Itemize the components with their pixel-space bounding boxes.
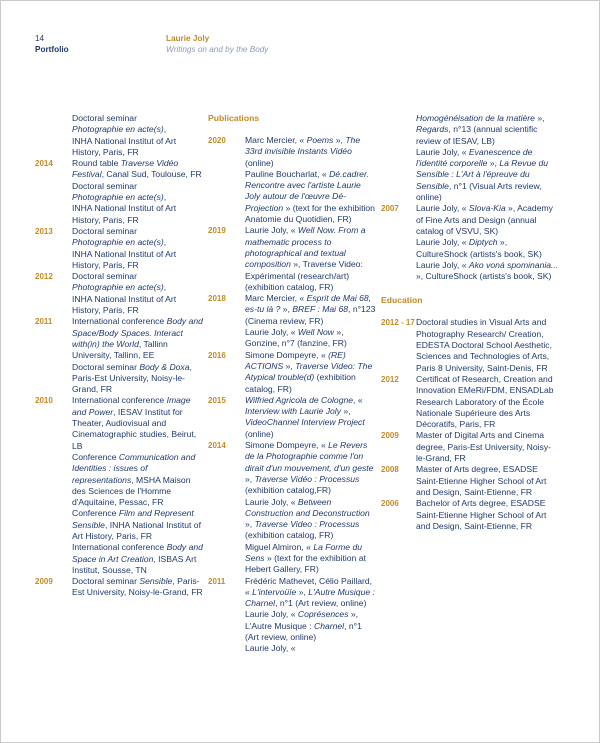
text-run: (exhibition catalog, FR) [245,372,356,394]
text-run: Conference [72,451,119,462]
text-run: , Canal Sud, Toulouse, FR [101,169,202,180]
italic-title: Poems [306,135,334,145]
entry [208,225,376,293]
text-run: (online) [245,157,274,168]
entry-year: 2014 [35,159,53,169]
italic-title: Coprésences [297,609,349,620]
entry [208,293,376,349]
italic-title: Esprit de Mai 68, es-tu là ? [245,293,372,315]
entry-text [245,643,376,654]
italic-title: Photographie en acte(s) [72,192,164,203]
text-run: Laurie Joly, « [245,643,296,654]
entry-text [245,135,376,169]
text-run: Laurie Joly, « [245,609,298,620]
entry [381,374,559,430]
text-run: International conference [72,316,167,327]
text-run: Doctoral seminar [72,576,140,587]
entry-text [245,327,376,350]
entry-text [416,317,559,373]
entry-text [72,203,205,226]
entry-text [72,576,205,599]
italic-title: Traverse Vidéo Festival [72,158,179,180]
text-run: Laurie Joly, « [245,496,298,507]
text-run: », Gonzine, n°7 (fanzine, FR) [245,327,347,349]
entry-text [416,374,559,430]
text-run: INHA National Institut of Art History, Paris, FR [72,248,177,270]
text-run: INHA National Institut of Art History, Paris, FR [72,203,177,225]
text-run: , MSHA Maison des Sciences de l'Homme d'Aquitaine, Pessac, FR [72,474,191,508]
italic-title: Traverse Video: The Atypical trouble(d) [245,360,373,383]
publication-list-continued [381,113,559,282]
text-run: », CultureShock (artists's book, SK) [416,271,552,282]
text-run: , n°1 (Art review, online) [275,598,367,609]
text-run: », Traverse Video: Expérimental (research/art) (exhibition catalog, FR) [245,259,363,292]
page-number: 14 [35,34,45,43]
entry-text [72,192,205,203]
text-run: , Tallinn University, Tallinn, EE [72,338,168,361]
italic-title: L'intervoüïe [252,586,297,597]
entry-text [245,609,376,643]
italic-title: Body and Space in Art Creation [72,542,203,564]
education-heading: Education [381,295,423,306]
entry-text [245,169,376,225]
text-run: », [487,158,500,169]
italic-title: Traverse Vidéo : Processus [254,473,360,484]
page-header-right [166,33,268,55]
publication-list [208,135,376,655]
entry-text [72,226,205,237]
text-run: », [245,519,255,530]
text-run: , n°123 (Cinema review, FR) [245,304,376,326]
italic-title: Between Construction and Deconstruction [245,496,370,518]
text-run: Doctoral seminar [72,225,137,236]
publications-column [208,113,376,655]
entry-text [245,350,376,395]
entry-text [245,576,376,610]
italic-title: Photographie en acte(s) [72,124,164,135]
entry-text [416,237,559,260]
italic-title: Diptych [468,237,498,248]
entry [208,350,376,395]
text-run: », [280,304,293,315]
entry [208,395,376,440]
text-run: » (text for the exhibition at Hebert Gallery, FR) [245,552,366,575]
text-run: », [245,473,255,484]
text-run: , n°1 (Art review, online) [245,620,362,643]
entry [381,430,559,464]
entry [35,113,205,158]
text-run: Frédéric Mathevet, Célio Paillard, « [245,575,373,597]
text-run: , [163,282,167,293]
entry-text [72,282,205,293]
entry [381,203,559,282]
entry-year: 2011 [208,576,226,586]
entry-text [245,395,376,440]
conferences-column [35,113,205,599]
italic-title: Body and Space/Body Spaces. Interact with(in) the World [72,316,203,349]
entry-year: 2012 [381,374,399,384]
italic-title: VideoChannel Interview Project [245,417,365,428]
text-run: International conference [72,395,167,406]
entry-text [72,237,205,248]
italic-title: BREF : Mai 68 [292,304,349,315]
text-run: , Paris-Est University, Noisy-le-Grand, FR [72,361,192,395]
text-run: », [333,135,346,145]
entry-year: 2012 - 17 [381,318,415,328]
text-run: », [283,360,296,371]
entry-year: 2019 [208,226,226,236]
entry-text [72,294,205,317]
text-run: , n°1 (Visual Arts review, online) [416,180,542,203]
text-run: International conference [72,542,167,553]
text-run: Conference [72,508,119,519]
entry-text [416,113,559,147]
entry-text [72,395,205,451]
italic-title: Traverse Video : Processus [254,519,360,530]
entry-text [72,158,205,181]
publications-education-column [381,113,559,532]
text-run: », [296,586,309,597]
italic-title: Wilfried Agricola de Cologne [245,394,354,405]
spacer [381,282,559,295]
entry-text [416,260,559,283]
italic-title: Communication and Identities : issues of representations [72,451,196,485]
entry-year: 2009 [381,431,399,441]
entry [381,113,559,203]
entry-text [72,542,205,576]
section-title: Portfolio [35,45,69,54]
italic-title: Film and Represent Sensible [72,508,194,530]
text-run: Miguel Almiron, « [245,541,314,552]
entry-year: 2020 [208,136,226,145]
text-run: , INHA National Institut of Art History, Paris, FR [72,519,201,541]
text-run: , Paris-Est University, Noisy-le-Grand, FR [72,576,203,598]
text-run: Simone Dompeyre, « [245,440,329,451]
text-run: , « [353,394,363,405]
entry [35,271,205,316]
text-run: Master of Arts degree, ESADSE Saint-Etienne Higher School of Art and Design, Saint-Etienne, FR [416,464,547,497]
italic-title: Le Revers de la Photographie comme l'on dirait d'un mouvement, d'un geste [245,440,374,473]
entry [381,464,559,498]
entry-text [245,497,376,542]
entry [208,440,376,576]
italic-title: Charnel [314,620,345,631]
conference-list [35,113,205,599]
entry-text [72,113,205,124]
entry-text [416,464,559,498]
entry-year: 2009 [35,577,53,587]
entry [208,576,376,655]
entry-text [245,225,376,293]
text-run: », CultureShock (artists's book, SK) [416,237,542,259]
text-run: Laurie Joly, « [245,225,298,236]
entry-year: 2016 [208,350,226,360]
text-run: Doctoral seminar [72,113,137,123]
text-run: », [341,406,351,417]
text-run: Doctoral seminar [72,180,137,191]
entry-text [245,440,376,496]
text-run: (exhibition catalog, FR) [245,530,334,541]
entry-year: 2007 [381,204,399,214]
entry-text [416,147,559,203]
entry-text [72,181,205,192]
text-run: Laurie Joly, « [416,259,469,270]
italic-title: Well Now [297,327,335,338]
entry-year: 2018 [208,294,226,304]
entry [35,226,205,271]
publications-heading: Publications [208,113,260,123]
entry-text [245,293,376,327]
text-run: , IESAV Institut for Theater, Audiovisual and Cinematographic studies, Beirut, LB [72,406,197,451]
entry-year: 2014 [208,441,226,451]
entry [35,316,205,395]
text-run: Master of Digital Arts and Cinema degree, Paris-Est University, Noisy-le-Grand, FR [416,430,551,464]
text-run: », [534,113,545,123]
entry [35,158,205,226]
text-run: Marc Mercier, « [245,135,307,145]
text-run: Laurie Joly, « [245,327,298,338]
italic-title: Slova-Kia [468,203,506,214]
entry-year: 2013 [35,226,53,236]
text-run: , [163,124,167,135]
text-run: Laurie Joly, « [416,146,469,157]
text-run: INHA National Institut of Art History, Paris, FR [72,293,177,316]
text-run: INHA National Institut of Art History, Paris, FR [72,135,177,157]
text-run: », Academy of Fine Arts and Design (annual catalog of VSVU, SK) [416,203,553,236]
text-run: Laurie Joly, « [416,237,469,248]
text-run: , [163,237,167,248]
text-run: Bachelor of Arts degree, ESADSE Saint-Etienne Higher School of Art and Design, Saint-Etienne, FR [416,498,547,531]
text-run: (exhibition catalog,FR) [245,485,331,496]
entry-year: 2015 [208,395,226,405]
entry [208,135,376,225]
italic-title: Sensible [139,576,173,587]
text-run: Marc Mercier, « [245,293,307,304]
text-run: » (text for the exhibition Anatomie du Quotidien, FR) [245,202,375,225]
entry [381,498,559,532]
italic-title: Well Now. From a mathematic process to photographical and textual composition [245,225,366,270]
entry-text [72,124,205,135]
entry-year: 2010 [35,396,53,406]
entry-year: 2012 [35,272,53,282]
italic-title: (RE) ACTIONS [245,349,346,371]
text-run: Doctoral seminar [72,361,140,372]
entry-year: 2011 [35,317,53,327]
italic-title: Evanescence de l'identité corporelle [416,146,533,169]
italic-title: Ako voná spominania... [468,259,559,270]
text-run: Doctoral studies in Visual Arts and Photography Research/ Creation, EDESTA Doctoral School Aesthetic, Sciences and Technologies of Arts, Paris 8 University, Saint-Denis, FR [416,317,552,373]
italic-title: La Forme du Sens [245,541,363,563]
text-run: Simone Dompeyre, « [245,349,329,360]
italic-title: La Revue du Sensible : L'Art à l'épreuve du Sensible [416,158,549,191]
entry [35,576,205,599]
text-run: , [163,192,167,203]
entry-text [72,249,205,272]
text-run: (online) [245,428,274,439]
text-run: Laurie Joly, « [416,203,469,214]
text-run: Doctoral seminar [72,271,137,282]
entry-year: 2008 [381,465,399,475]
italic-title: Photographie en acte(s) [72,237,164,248]
entry [381,317,559,373]
page-header-left [35,33,69,55]
entry-text [72,271,205,282]
text-run: », L'Autre Musique : [245,609,359,631]
italic-title: Image and Power [72,395,191,417]
entry [35,395,205,576]
italic-title: Regards [416,124,449,135]
italic-title: Body & Doxa [139,361,190,372]
italic-title: Dé.cadrer. Rencontre avec l'artiste Laurie Joly autour de l'œuvre Dé-Projection [245,168,369,213]
italic-title: Interview with Laurie Joly [245,406,342,417]
document-subtitle: Writings on and by the Body [166,45,269,54]
italic-title: Homogénéisation de la matière [416,113,535,123]
entry-text [416,498,559,532]
entry-text [72,136,205,159]
italic-title: Photographie en acte(s) [72,282,164,293]
text-run: Pauline Boucharlat, « [245,168,330,179]
text-run: , n°13 (annual scientific review of IESAV, LB) [416,124,538,146]
entry-text [245,542,376,576]
entry-text [416,203,559,237]
entry-year: 2006 [381,499,399,509]
text-run: Certificat of Research, Creation and Innovation EMeRi/FDM, ENSADLab Research Laboratory of the École Nationale Supérieure des Arts Décoratifs, Paris, FR [416,373,554,430]
entry-text [72,362,205,396]
entry-text [72,452,205,508]
entry-text [72,316,205,361]
text-run: Round table [72,158,121,169]
text-run: , ISBAS Art Institut, Sousse, TN [72,553,197,575]
entry-text [416,430,559,464]
education-list [381,317,559,532]
italic-title: The 33rd invisible Instants Vidéo [245,135,361,157]
italic-title: L'Autre Musique : Charnel [245,586,375,609]
entry-text [72,508,205,542]
author-name: Laurie Joly [166,34,210,43]
